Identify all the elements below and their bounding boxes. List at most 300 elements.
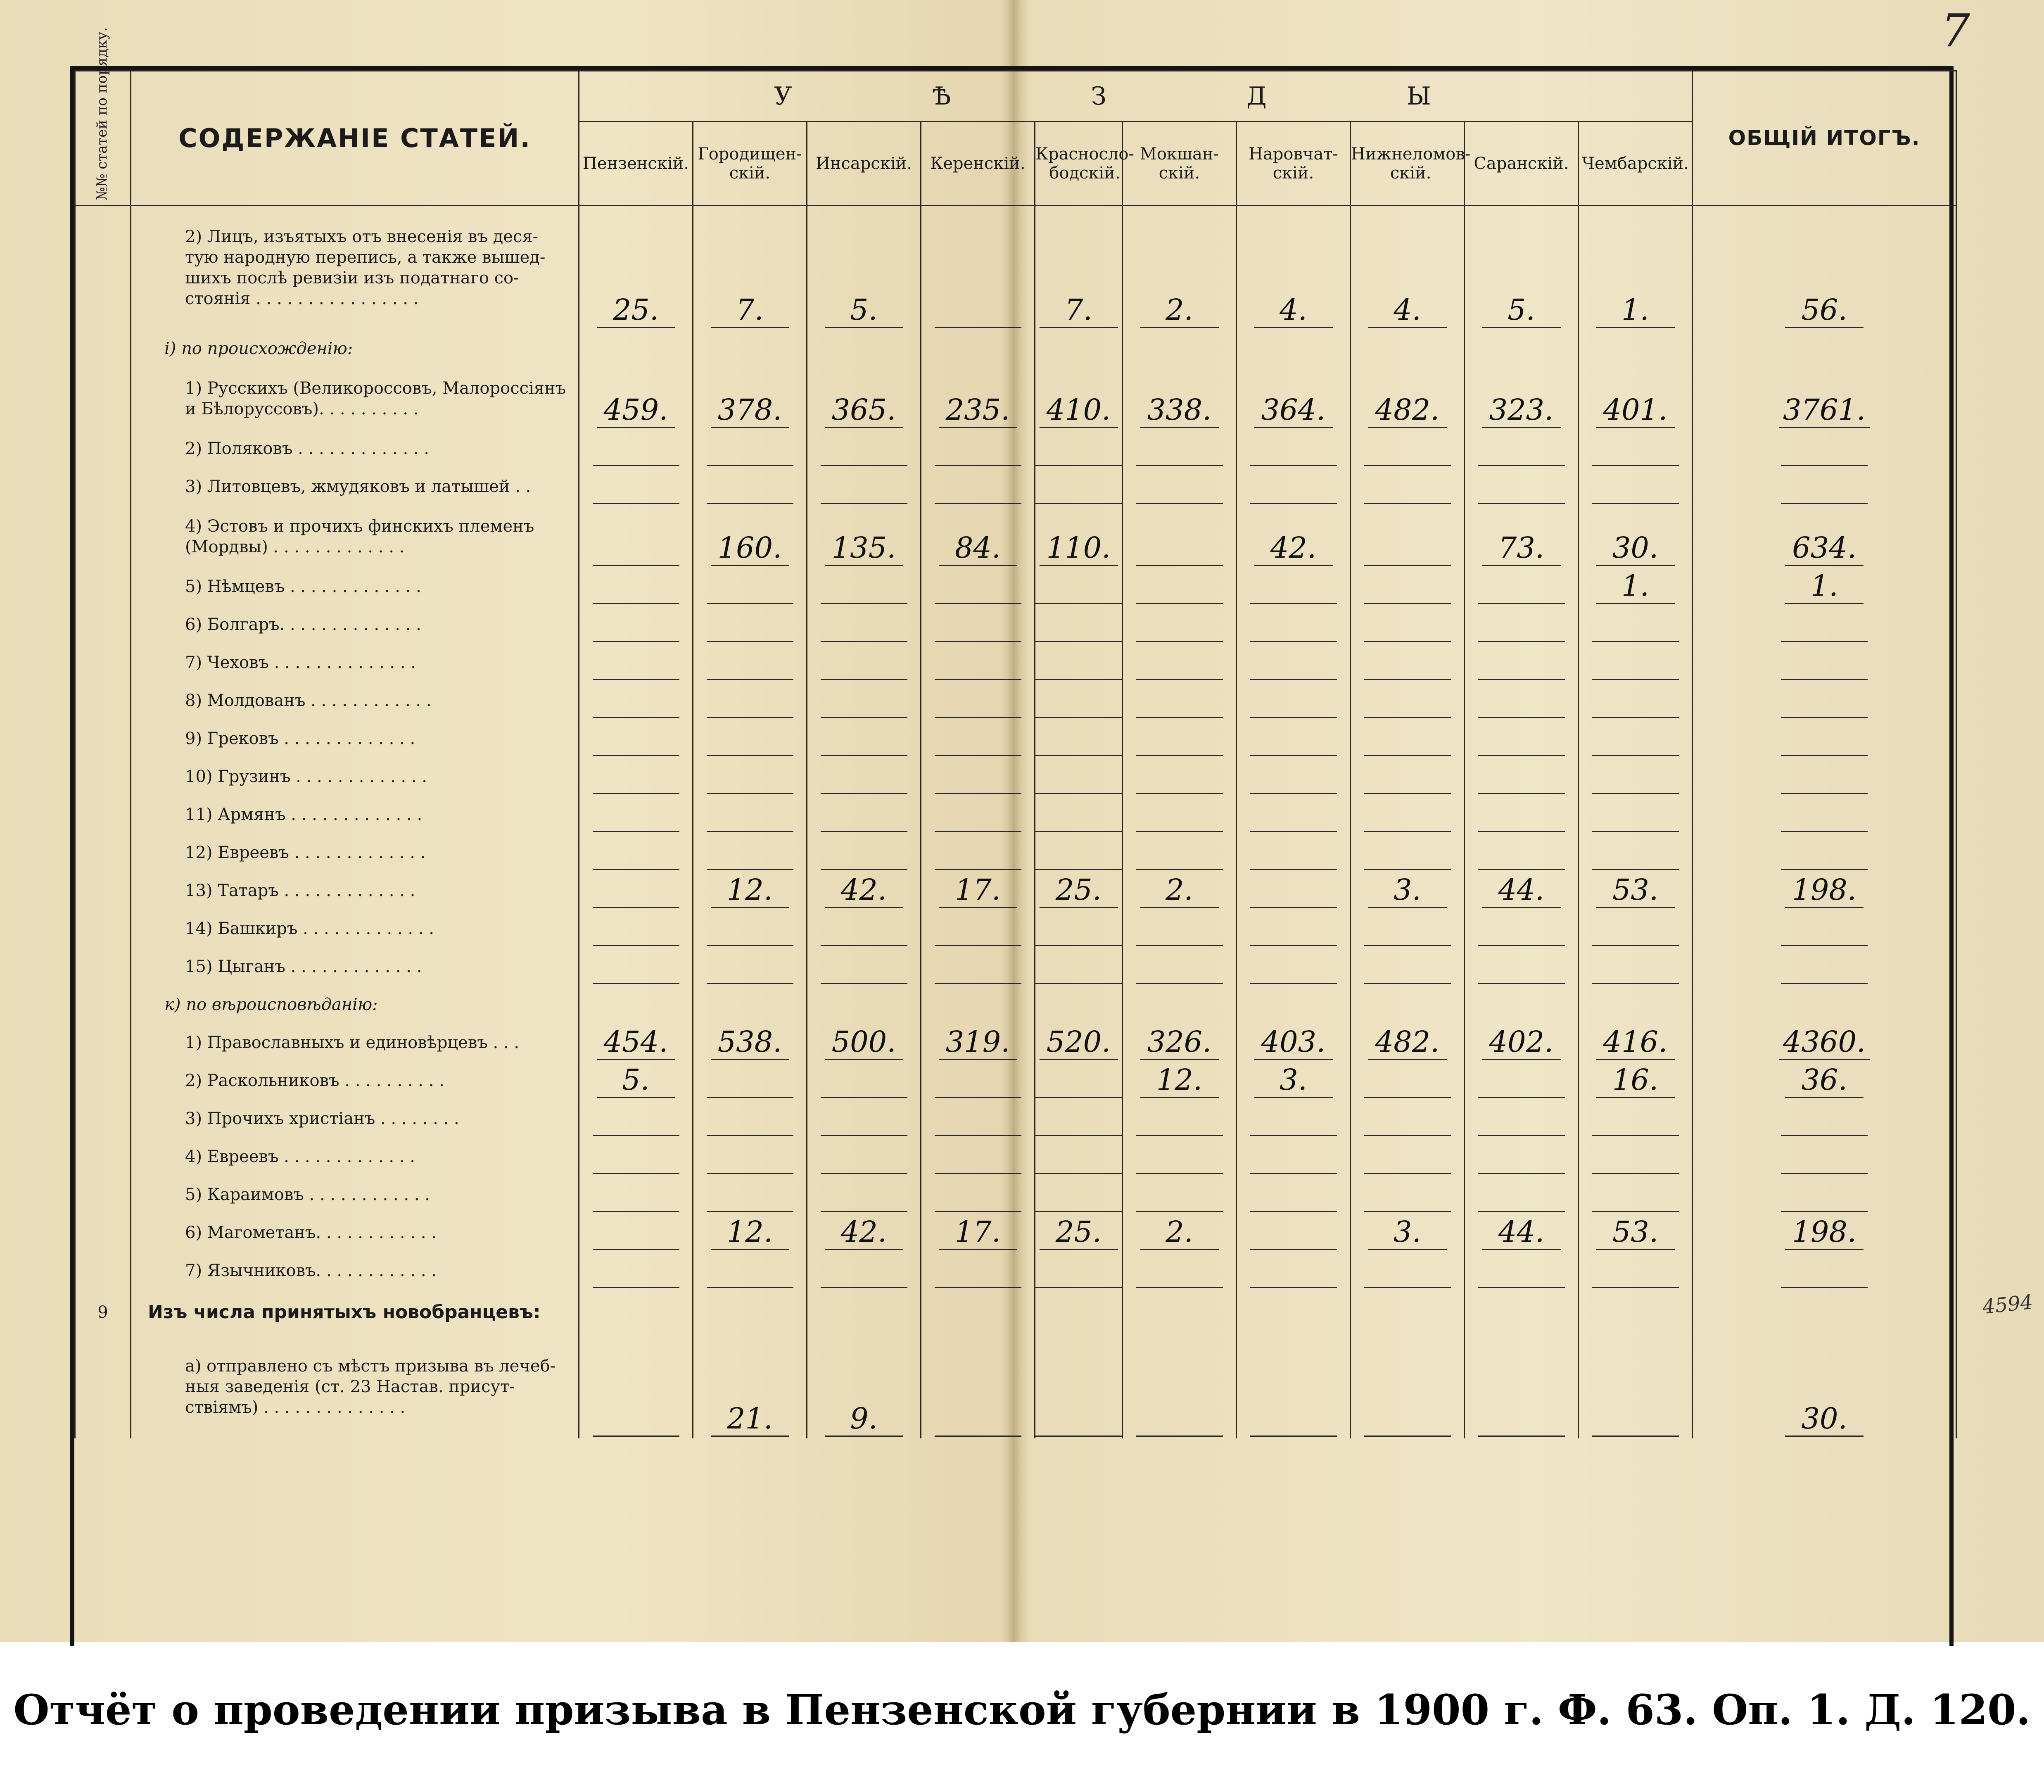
cell-value — [935, 835, 1021, 870]
district-cell — [807, 430, 921, 468]
cell-value — [707, 759, 793, 794]
district-cell — [921, 758, 1035, 796]
row-description: 1) Православныхъ и единовѣрцевъ . . . — [131, 1024, 579, 1062]
district-cell — [921, 330, 1035, 368]
district-cell — [1579, 682, 1693, 720]
cell-value — [1035, 431, 1122, 466]
cell-value — [1136, 949, 1223, 984]
cell-value — [935, 683, 1021, 718]
row-description: 6) Магометанъ. . . . . . . . . . . . — [131, 1214, 579, 1252]
row-number — [75, 1252, 131, 1290]
row-description: 3) Прочихъ христіанъ . . . . . . . . — [131, 1100, 579, 1138]
district-cell — [1237, 986, 1351, 1024]
cell-value — [821, 469, 907, 504]
district-cell — [921, 796, 1035, 834]
district-cell — [1237, 568, 1351, 606]
district-cell — [1237, 758, 1351, 796]
table-row — [75, 834, 1956, 872]
district-cell — [1351, 796, 1465, 834]
district-cell — [1351, 1335, 1465, 1438]
cell-value — [1136, 797, 1223, 832]
ledger-table — [74, 27, 1957, 1438]
cell-value — [1035, 683, 1122, 718]
margin-note: 4594 — [1981, 1290, 2034, 1319]
district-cell — [1035, 1252, 1123, 1290]
cell-value — [593, 531, 679, 566]
cell-value — [1478, 835, 1565, 870]
district-cell — [693, 1335, 807, 1438]
district-cell — [1351, 948, 1465, 986]
total-cell — [1693, 1024, 1956, 1062]
cell-value — [1592, 1253, 1679, 1288]
district-cell — [1579, 568, 1693, 606]
row-number: 9 — [75, 1290, 131, 1335]
district-cell — [579, 872, 693, 910]
cell-value: 2. — [1140, 873, 1219, 908]
cell-value — [1781, 835, 1868, 870]
cell-value — [593, 1177, 679, 1212]
district-cell — [1123, 1100, 1237, 1138]
table-row — [75, 986, 1956, 1024]
cell-value: 73. — [1482, 531, 1561, 566]
total-cell — [1693, 758, 1956, 796]
cell-value — [707, 569, 793, 604]
cell-value — [1781, 949, 1868, 984]
row-description: к) по вѣроисповѣданію: — [131, 986, 579, 1024]
district-cell — [921, 1335, 1035, 1438]
total-cell — [1693, 910, 1956, 948]
cell-value — [1364, 683, 1451, 718]
district-cell — [693, 506, 807, 568]
cell-value: 36. — [1785, 1063, 1864, 1098]
district-cell — [579, 206, 693, 330]
cell-value — [1592, 721, 1679, 756]
cell-value — [707, 949, 793, 984]
cell-value — [1250, 469, 1337, 504]
cell-value — [821, 431, 907, 466]
district-header — [1465, 122, 1579, 206]
district-cell — [807, 682, 921, 720]
district-cell — [921, 568, 1035, 606]
cell-value — [1035, 607, 1122, 642]
cell-value: 2. — [1140, 293, 1219, 328]
cell-value — [1136, 683, 1223, 718]
district-cell — [1035, 758, 1123, 796]
cell-value — [707, 469, 793, 504]
cell-value — [1781, 645, 1868, 680]
district-cell — [1123, 1252, 1237, 1290]
cell-value — [1478, 469, 1565, 504]
cell-value: 3. — [1368, 873, 1447, 908]
cell-value — [1136, 431, 1223, 466]
cell-value: 56. — [1785, 293, 1864, 328]
cell-value — [707, 911, 793, 946]
district-cell — [1123, 606, 1237, 644]
district-cell — [579, 644, 693, 682]
cell-value — [821, 607, 907, 642]
cell-value: 9. — [825, 1402, 903, 1437]
district-cell — [1465, 796, 1579, 834]
col-number-header: №№ статей по порядку. — [75, 71, 131, 206]
cell-value — [1136, 759, 1223, 794]
row-description: 1) Русскихъ (Великороссовъ, Малороссіянъ и Бѣлоруссовъ). . . . . . . . . . — [131, 368, 579, 430]
district-cell — [1465, 1138, 1579, 1176]
cell-value: 338. — [1140, 393, 1219, 428]
district-cell — [1351, 1176, 1465, 1214]
district-cell — [807, 872, 921, 910]
table-row — [75, 606, 1956, 644]
district-cell — [921, 1252, 1035, 1290]
cell-value — [593, 835, 679, 870]
row-number — [75, 1024, 131, 1062]
district-cell — [1465, 1252, 1579, 1290]
cell-value — [707, 797, 793, 832]
district-cell — [1465, 468, 1579, 506]
cell-value — [935, 911, 1021, 946]
cell-value — [1478, 721, 1565, 756]
district-header — [807, 122, 921, 206]
cell-value: 84. — [939, 531, 1017, 566]
cell-value — [1364, 1402, 1451, 1437]
row-number — [75, 1100, 131, 1138]
cell-value — [593, 1101, 679, 1136]
district-cell — [1237, 1290, 1351, 1335]
district-cell — [693, 834, 807, 872]
cell-value: 3. — [1254, 1063, 1333, 1098]
table-row — [75, 1176, 1956, 1214]
cell-value: 17. — [939, 873, 1017, 908]
total-cell — [1693, 568, 1956, 606]
district-cell — [693, 468, 807, 506]
district-cell — [807, 644, 921, 682]
district-cell — [807, 796, 921, 834]
district-cell — [1035, 1290, 1123, 1335]
district-cell — [1123, 468, 1237, 506]
district-cell — [921, 834, 1035, 872]
cell-value — [1364, 1253, 1451, 1288]
cell-value — [1250, 683, 1337, 718]
cell-value: 198. — [1785, 1215, 1864, 1250]
cell-value — [1035, 1063, 1122, 1098]
cell-value — [1592, 949, 1679, 984]
table-row — [75, 206, 1956, 330]
cell-value — [935, 759, 1021, 794]
cell-value: 3761. — [1779, 393, 1870, 428]
cell-value: 160. — [711, 531, 789, 566]
district-cell — [1035, 1176, 1123, 1214]
total-cell — [1693, 872, 1956, 910]
cell-value — [821, 1063, 907, 1098]
district-cell — [1035, 468, 1123, 506]
district-cell — [1579, 368, 1693, 430]
row-description: 12) Евреевъ . . . . . . . . . . . . . — [131, 834, 579, 872]
district-cell — [807, 330, 921, 368]
row-description: 2) Раскольниковъ . . . . . . . . . . — [131, 1062, 579, 1100]
district-cell — [579, 330, 693, 368]
cell-value: 7. — [711, 293, 789, 328]
district-cell — [1351, 368, 1465, 430]
district-cell — [693, 1062, 807, 1100]
cell-value — [1035, 759, 1122, 794]
district-cell — [1035, 1138, 1123, 1176]
cell-value — [1250, 1253, 1337, 1288]
district-cell — [1579, 644, 1693, 682]
district-cell — [1351, 758, 1465, 796]
cell-value — [1250, 949, 1337, 984]
cell-value — [593, 1253, 679, 1288]
cell-value: 4. — [1368, 293, 1447, 328]
row-description: 2) Лицъ, изъятыхъ отъ внесенія въ деся- тую народную перепись, а также вышед- шихъ послѣ ревизіи изъ податнаго со- стоянія . . . . . . . . . . . . . . . . — [131, 206, 579, 330]
cell-value — [935, 469, 1021, 504]
cell-value — [1136, 1101, 1223, 1136]
table-row — [75, 1335, 1956, 1438]
total-cell — [1693, 606, 1956, 644]
district-cell — [1579, 834, 1693, 872]
district-cell — [1123, 910, 1237, 948]
cell-value — [593, 607, 679, 642]
cell-value — [1250, 1402, 1337, 1437]
page-number: 7 — [1941, 4, 1970, 57]
district-header — [1035, 122, 1134, 206]
district-cell — [921, 206, 1035, 330]
district-cell — [579, 1176, 693, 1214]
district-cell — [807, 1290, 921, 1335]
row-number — [75, 468, 131, 506]
row-number — [75, 872, 131, 910]
district-cell — [1351, 506, 1465, 568]
row-number — [75, 1176, 131, 1214]
district-cell — [1123, 1138, 1237, 1176]
cell-value — [1592, 835, 1679, 870]
district-cell — [1123, 796, 1237, 834]
cell-value — [1478, 431, 1565, 466]
district-cell — [1035, 1062, 1123, 1100]
district-label: Нижнеломов- скій. — [1351, 145, 1471, 183]
district-cell — [1237, 1100, 1351, 1138]
cell-value — [935, 431, 1021, 466]
cell-value — [1478, 1177, 1565, 1212]
cell-value — [821, 949, 907, 984]
total-cell — [1693, 430, 1956, 468]
district-cell — [807, 1138, 921, 1176]
row-number — [75, 796, 131, 834]
cell-value: 364. — [1254, 393, 1333, 428]
table-row — [75, 758, 1956, 796]
district-cell — [921, 1290, 1035, 1335]
district-cell — [807, 606, 921, 644]
cell-value — [935, 797, 1021, 832]
district-cell — [1035, 796, 1123, 834]
row-description: 7) Язычниковъ. . . . . . . . . . . . — [131, 1252, 579, 1290]
district-cell — [807, 368, 921, 430]
cell-value — [1136, 469, 1223, 504]
district-label: Чембарскій. — [1582, 154, 1689, 173]
cell-value: 25. — [1040, 1215, 1118, 1250]
cell-value — [821, 835, 907, 870]
district-cell — [1035, 910, 1123, 948]
district-cell — [1123, 330, 1237, 368]
cell-value — [1781, 683, 1868, 718]
district-cell — [1035, 568, 1123, 606]
district-cell — [1123, 948, 1237, 986]
cell-value — [707, 683, 793, 718]
cell-value: 454. — [597, 1025, 675, 1060]
district-cell — [1123, 1024, 1237, 1062]
district-cell — [1351, 1214, 1465, 1252]
cell-value — [593, 873, 679, 908]
cell-value — [593, 645, 679, 680]
cell-value — [1250, 721, 1337, 756]
cell-value: 538. — [711, 1025, 789, 1060]
district-cell — [807, 720, 921, 758]
cell-value — [1364, 835, 1451, 870]
cell-value — [1781, 797, 1868, 832]
district-cell — [921, 1176, 1035, 1214]
district-cell — [579, 682, 693, 720]
district-cell — [1237, 720, 1351, 758]
district-cell — [579, 720, 693, 758]
total-cell — [1693, 644, 1956, 682]
district-cell — [921, 1214, 1035, 1252]
cell-value — [935, 1063, 1021, 1098]
cell-value — [1035, 797, 1122, 832]
district-cell — [579, 368, 693, 430]
district-cell — [921, 910, 1035, 948]
table-row — [75, 1138, 1956, 1176]
cell-value — [1478, 1101, 1565, 1136]
cell-value — [1250, 645, 1337, 680]
total-header: ОБЩІЙ ИТОГЪ. — [1693, 71, 1956, 206]
table-row — [75, 948, 1956, 986]
district-cell — [1035, 834, 1123, 872]
district-label: Мокшан- скій. — [1140, 145, 1219, 183]
district-header — [1579, 122, 1693, 206]
district-cell — [1579, 606, 1693, 644]
cell-value — [1136, 1402, 1223, 1437]
cell-value — [1478, 911, 1565, 946]
cell-value — [1592, 469, 1679, 504]
row-description: і) по происхожденію: — [131, 330, 579, 368]
district-cell — [1351, 1100, 1465, 1138]
row-number — [75, 834, 131, 872]
cell-value — [1035, 469, 1122, 504]
district-cell — [1579, 468, 1693, 506]
cell-value — [1478, 645, 1565, 680]
district-cell — [1579, 1214, 1693, 1252]
district-cell — [921, 986, 1035, 1024]
cell-value — [593, 721, 679, 756]
district-cell — [807, 468, 921, 506]
table-row — [75, 506, 1956, 568]
district-cell — [1237, 1138, 1351, 1176]
district-cell — [693, 1138, 807, 1176]
cell-value — [1478, 797, 1565, 832]
district-cell — [1123, 368, 1237, 430]
cell-value — [593, 949, 679, 984]
cell-value — [1592, 607, 1679, 642]
cell-value: 17. — [939, 1215, 1017, 1250]
cell-value — [1592, 759, 1679, 794]
cell-value — [1136, 1177, 1223, 1212]
district-cell — [1123, 1214, 1237, 1252]
total-cell — [1693, 682, 1956, 720]
district-cell — [579, 1062, 693, 1100]
district-cell — [1465, 1290, 1579, 1335]
cell-value: 53. — [1596, 1215, 1675, 1250]
cell-value: 53. — [1596, 873, 1675, 908]
district-cell — [921, 872, 1035, 910]
district-cell — [1237, 796, 1351, 834]
cell-value — [1035, 569, 1122, 604]
district-cell — [579, 468, 693, 506]
district-cell — [1237, 368, 1351, 430]
cell-value — [1250, 1177, 1337, 1212]
cell-value — [1478, 607, 1565, 642]
cell-value — [1136, 607, 1223, 642]
cell-value — [935, 1402, 1021, 1437]
district-cell — [807, 758, 921, 796]
district-cell — [1035, 606, 1123, 644]
cell-value — [1478, 949, 1565, 984]
cell-value — [1136, 835, 1223, 870]
cell-value — [593, 683, 679, 718]
table-row — [75, 720, 1956, 758]
total-cell — [1693, 468, 1956, 506]
district-cell — [1123, 986, 1237, 1024]
district-cell — [693, 430, 807, 468]
cell-value — [707, 1101, 793, 1136]
row-description: 6) Болгаръ. . . . . . . . . . . . . . — [131, 606, 579, 644]
district-cell — [1123, 568, 1237, 606]
district-cell — [1465, 948, 1579, 986]
district-cell — [1465, 1100, 1579, 1138]
row-number — [75, 1335, 131, 1438]
district-cell — [1465, 1176, 1579, 1214]
district-cell — [1351, 206, 1465, 330]
cell-value — [1592, 911, 1679, 946]
district-cell — [1579, 796, 1693, 834]
cell-value — [1364, 911, 1451, 946]
district-cell — [1035, 330, 1123, 368]
district-cell — [1237, 1335, 1351, 1438]
ledger-body — [75, 206, 1956, 1438]
district-cell — [579, 606, 693, 644]
cell-value — [1364, 1063, 1451, 1098]
district-cell — [1579, 986, 1693, 1024]
row-number — [75, 330, 131, 368]
cell-value — [593, 1215, 679, 1250]
district-cell — [1465, 682, 1579, 720]
cell-value — [1136, 911, 1223, 946]
caption: Отчёт о проведении призыва в Пензенской губернии в 1900 г. Ф. 63. Оп. 1. Д. 120. — [13, 1685, 2031, 1734]
district-cell — [579, 948, 693, 986]
district-cell — [1579, 1062, 1693, 1100]
row-description: 9) Грековъ . . . . . . . . . . . . . — [131, 720, 579, 758]
table-row — [75, 1252, 1956, 1290]
district-cell — [807, 568, 921, 606]
district-cell — [1237, 468, 1351, 506]
cell-value — [593, 469, 679, 504]
cell-value: 326. — [1140, 1025, 1219, 1060]
district-cell — [921, 682, 1035, 720]
cell-value — [1136, 569, 1223, 604]
district-cell — [807, 1252, 921, 1290]
cell-value — [1035, 1101, 1122, 1136]
cell-value: 323. — [1482, 393, 1561, 428]
cell-value — [1035, 1139, 1122, 1174]
district-cell — [1465, 834, 1579, 872]
total-cell — [1693, 1062, 1956, 1100]
